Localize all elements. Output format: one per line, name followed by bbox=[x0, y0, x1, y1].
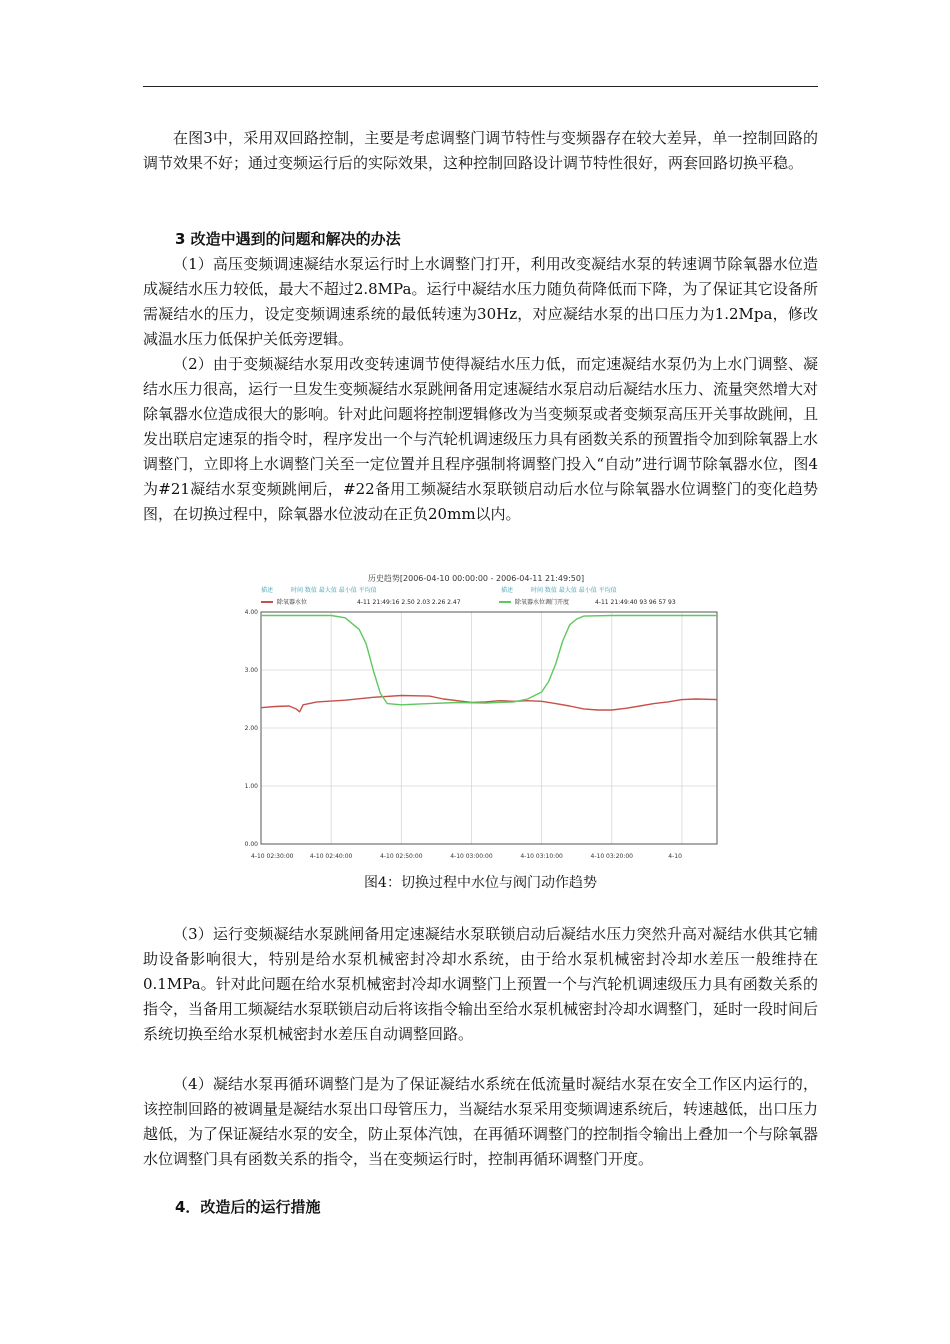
x-tick-label: 4-10 02:30:00 bbox=[251, 853, 294, 860]
y-tick-label: 2.00 bbox=[244, 725, 258, 732]
legend-readout: 4-11 21:49:16 2.50 2.03 2.26 2.47 bbox=[357, 599, 461, 606]
x-tick-label: 4-10 02:40:00 bbox=[309, 853, 353, 860]
legend-label: 除氧器水位调门开度 bbox=[515, 599, 570, 606]
header-rule bbox=[143, 86, 818, 87]
x-tick-label: 4-10 03:10:00 bbox=[520, 853, 563, 860]
paragraph-item-1: （1）高压变频调速凝结水泵运行时上水调整门打开，利用改变凝结水泵的转速调节除氧器水位造成凝结水压力较低，最大不超过2.8MPa。运行中凝结水压力随负荷降低而下降，为了保证其它设备所需凝结水的压力，设定变频调速系统的最低转速为30Hz，对应凝结水泵的出口压力为1.2Mpa，修改减温水压力低保护关低旁逻辑。 bbox=[143, 255, 818, 348]
x-tick-label: 4-10 bbox=[668, 853, 682, 860]
section-heading-3: 3 改造中遇到的问题和解决的办法 bbox=[175, 230, 401, 248]
chart-background bbox=[231, 566, 722, 864]
figure-caption: 图4：切换过程中水位与阀门动作趋势 bbox=[364, 875, 597, 891]
legend-header-desc-right: 描述 bbox=[501, 587, 514, 594]
y-tick-label: 1.00 bbox=[244, 783, 258, 790]
legend-header-desc: 描述 bbox=[261, 587, 274, 594]
x-tick-label: 4-10 03:20:00 bbox=[590, 853, 634, 860]
trend-chart-figure bbox=[231, 566, 722, 864]
legend-label: 除氧器水位 bbox=[277, 599, 308, 606]
paragraph-item-2: （2）由于变频凝结水泵用改变转速调节使得凝结水压力低，而定速凝结水泵仍为上水门调整、凝结水压力很高，运行一旦发生变频凝结水泵跳闸备用定速凝结水泵启动后凝结水压力、流量突然增大对除氧器水位造成很大的影响。针对此问题将控制逻辑修改为当变频泵或者变频泵高压开关事故跳闸，且发出联启定速泵的指令时，程序发出一个与汽轮机调速级压力具有函数关系的预置指令加到除氧器上水调整门，立即将上水调整门关至一定位置并且程序强制将调整门投入“自动”进行调节除氧器水位，图4为#21凝结水泵变频跳闸后，#22备用工频凝结水泵联锁启动后水位与除氧器水位调整门的变化趋势图，在切换过程中，除氧器水位波动在正负20mm以内。 bbox=[143, 355, 819, 523]
legend-header-values-left: 时间 数值 最大值 最小值 平均值 bbox=[291, 587, 377, 594]
x-tick-label: 4-10 02:50:00 bbox=[380, 853, 423, 860]
paragraph-item-3: （3）运行变频凝结水泵跳闸备用定速凝结水泵联锁启动后凝结水压力突然升高对凝结水供其它辅助设备影响很大，特别是给水泵机械密封冷却水系统，由于给水泵机械密封冷却水差压一般维持在0.1MPa。针对此问题在给水泵机械密封冷却水调整门上预置一个与汽轮机调速级压力具有函数关系的指令，当备用工频凝结水泵联锁启动后将该指令输出至给水泵机械密封冷却水调整门，延时一段时间后系统切换至给水泵机械密封水差压自动调整回路。 bbox=[143, 925, 819, 1043]
section-heading-4: 4．改造后的运行措施 bbox=[175, 1198, 321, 1216]
y-tick-label: 4.00 bbox=[244, 609, 258, 616]
paragraph-intro: 在图3中，采用双回路控制，主要是考虑调整门调节特性与变频器存在较大差异，单一控制回路的调节效果不好；通过变频运行后的实际效果，这种控制回路设计调节特性很好，两套回路切换平稳。 bbox=[143, 129, 818, 172]
y-tick-label: 0.00 bbox=[244, 841, 258, 848]
paragraph-item-4: （4）凝结水泵再循环调整门是为了保证凝结水系统在低流量时凝结水泵在安全工作区内运行的，该控制回路的被调量是凝结水泵出口母管压力，当凝结水泵采用变频调速系统后，转速越低，出口压力越低，为了保证凝结水泵的安全，防止泵体汽蚀，在再循环调整门的控制指令输出上叠加一个与除氧器水位调整门具有函数关系的指令，当在变频运行时，控制再循环调整门开度。 bbox=[143, 1075, 819, 1168]
chart-title: 历史趋势[2006-04-10 00:00:00 - 2006-04-11 21:49:50] bbox=[367, 574, 585, 583]
trend-chart bbox=[231, 566, 722, 864]
legend-header-values-right: 时间 数值 最大值 最小值 平均值 bbox=[531, 587, 617, 594]
x-tick-label: 4-10 03:00:00 bbox=[450, 853, 493, 860]
legend-readout: 4-11 21:49:40 93 96 57 93 bbox=[595, 599, 676, 606]
y-tick-label: 3.00 bbox=[244, 667, 258, 674]
